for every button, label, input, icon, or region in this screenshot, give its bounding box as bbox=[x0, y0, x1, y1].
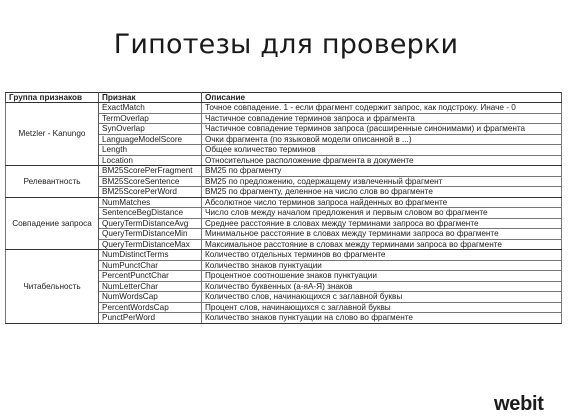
feature-name-cell: BM25ScoreSentence bbox=[99, 176, 202, 187]
features-table bbox=[5, 92, 562, 324]
feature-description-cell: Процентное соотношение знаков пунктуации bbox=[202, 271, 562, 282]
feature-description-cell: Количество отдельных терминов во фрагменте bbox=[202, 250, 562, 261]
feature-description-cell: Количество знаков пунктуации bbox=[202, 260, 562, 271]
feature-name-cell: BM25ScorePerWord bbox=[99, 187, 202, 198]
feature-name-cell: TermOverlap bbox=[99, 113, 202, 124]
webit-logo: webit bbox=[494, 393, 544, 415]
slide-title: Гипотезы для проверки bbox=[113, 29, 459, 60]
table-row bbox=[6, 250, 562, 261]
feature-description-cell: Очки фрагмента (по языковой модели описанной в ...) bbox=[202, 134, 562, 145]
feature-description-cell: Число слов между началом предложения и первым словом во фрагменте bbox=[202, 208, 562, 219]
feature-description-cell: Количество буквенных (a-яА-Я) знаков bbox=[202, 281, 562, 292]
feature-description-cell: BM25 по предложению, содержащему извлеченный фрагмент bbox=[202, 176, 562, 187]
feature-description-cell: Абсолютное число терминов запроса найденных во фрагменте bbox=[202, 197, 562, 208]
table-row bbox=[6, 166, 562, 177]
feature-name-cell: NumDistinctTerms bbox=[99, 250, 202, 261]
feature-description-cell: Среднее расстояние в словах между терминами запроса во фрагменте bbox=[202, 218, 562, 229]
feature-name-cell: QueryTermDistanceAvg bbox=[99, 218, 202, 229]
table-header-row bbox=[6, 93, 562, 103]
feature-description-cell: Относительное расположение фрагмента в документе bbox=[202, 155, 562, 166]
feature-name-cell: PercentPunctChar bbox=[99, 271, 202, 282]
feature-name-cell: NumMatches bbox=[99, 197, 202, 208]
column-header-feature: Признак bbox=[99, 93, 202, 103]
column-header-group: Группа признаков bbox=[6, 93, 99, 103]
feature-description-cell: Общее количество терминов bbox=[202, 145, 562, 156]
group-name-cell: Релевантность bbox=[6, 166, 99, 198]
feature-name-cell: PunctPerWord bbox=[99, 313, 202, 324]
feature-name-cell: NumLetterChar bbox=[99, 281, 202, 292]
group-name-cell: Metzler - Kanungo bbox=[6, 103, 99, 166]
table-body bbox=[6, 103, 562, 324]
feature-name-cell: QueryTermDistanceMin bbox=[99, 229, 202, 240]
feature-name-cell: QueryTermDistanceMax bbox=[99, 239, 202, 250]
feature-description-cell: Точное совпадение. 1 - если фрагмент содержит запрос, как подстроку. Иначе - 0 bbox=[202, 103, 562, 114]
feature-name-cell: NumWordsCap bbox=[99, 292, 202, 303]
feature-description-cell: Максимальное расстояние в словах между терминами запроса во фрагменте bbox=[202, 239, 562, 250]
feature-name-cell: SentenceBegDistance bbox=[99, 208, 202, 219]
feature-description-cell: Процент слов, начинающихся с заглавной буквы bbox=[202, 302, 562, 313]
group-name-cell: Читабельность bbox=[6, 250, 99, 324]
feature-name-cell: PercentWordsCap bbox=[99, 302, 202, 313]
feature-description-cell: BM25 по фрагменту bbox=[202, 166, 562, 177]
feature-name-cell: NumPunctChar bbox=[99, 260, 202, 271]
feature-name-cell: BM25ScorePerFragment bbox=[99, 166, 202, 177]
feature-description-cell: Количество знаков пунктуации на слово во фрагменте bbox=[202, 313, 562, 324]
column-header-description: Описание bbox=[202, 93, 562, 103]
feature-description-cell: Количество слов, начинающихся с заглавной буквы bbox=[202, 292, 562, 303]
feature-description-cell: BM25 по фрагменту, деленное на число слов во фрагменте bbox=[202, 187, 562, 198]
feature-name-cell: LanguageModelScore bbox=[99, 134, 202, 145]
feature-name-cell: Location bbox=[99, 155, 202, 166]
feature-name-cell: SynOverlap bbox=[99, 124, 202, 135]
table-row bbox=[6, 103, 562, 114]
feature-name-cell: ExactMatch bbox=[99, 103, 202, 114]
group-name-cell: Совпадение запроса bbox=[6, 197, 99, 250]
feature-name-cell: Length bbox=[99, 145, 202, 156]
feature-description-cell: Минимальное расстояние в словах между терминами запроса во фрагменте bbox=[202, 229, 562, 240]
feature-description-cell: Частичное совпадение терминов запроса (расширенные синонимами) и фрагмента bbox=[202, 124, 562, 135]
table-row bbox=[6, 197, 562, 208]
feature-description-cell: Частичное совпадение терминов запроса и фрагмента bbox=[202, 113, 562, 124]
